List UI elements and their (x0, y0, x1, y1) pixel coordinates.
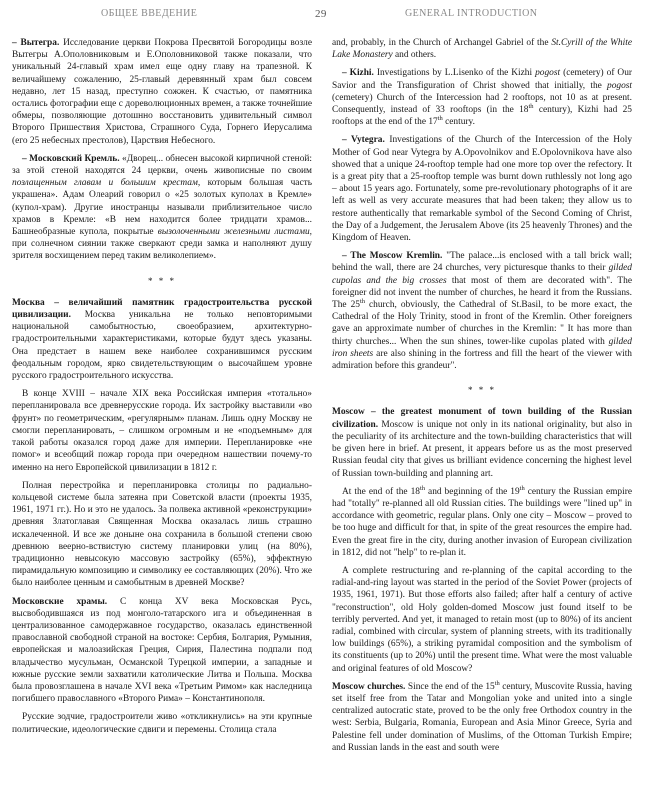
paragraph-moscow-monument-ru: Москва – величайший памятник градостроительства русской цивилизации. Москва уникальна не только неповторимыми национальной самобытностью, своеобразием, архитектурно-градостроительными характеристиками, которые будут здесь указаны. Она предстает в нашем веке наиболее сохранившимся русским феодальным городом, ярко свидетельствующим о высочайшем уровне русского градостроительного искусства. (12, 297, 312, 382)
paragraph-continuation-en: and, probably, in the Church of Archangel Gabriel of the St.Cyrill of the White Lake Monastery and others. (332, 38, 632, 61)
page-number: 29 (315, 8, 327, 20)
section-title: Moscow – the greatest monument of town building of the Russian civilization. (332, 407, 632, 430)
paragraph-replanning-en: At the end of the 18th and beginning of the 19th century the Russian empire had "totally" re-planned all old Russian cities. The buildings were "lined up" in accordance with geometric, regular plans. Only one city – Moscow – proved to be too huge and difficult for that, in spite of the great resources the empire had. Even the great fire in the city, during another invasion of European civilization in 1812, did not "help" to re-plan it. (332, 484, 632, 558)
section-title: – Вытегра. (12, 38, 60, 48)
paragraph-restructuring-en: A complete restructuring and re-planning of the capital according to the radial-and-ring layout was started in the period of the Soviet Power (projects of 1935, 1961, 1971). But those efforts also failed; after half a century of active "reconstruction", old Holy golden-domed Moscow just found itself to be terribly perverted. And yet, it managed to retain most (up to 80%) of its ancient radial, combined with circular, system of planning streets, with its traditionally low buildings (65%), a striking pyramidal composition and the symbolism of its constituents (up to 20%) until the present time. What were the most valuable and original features of old Moscow? (332, 565, 632, 674)
section-title: – The Moscow Kremlin. (342, 251, 443, 262)
paragraph-moscow-churches-ru: Московские храмы. С конца XV века Московская Русь, высвободившаяся из под монголо-татарского ига и объединенная в централизованное самодержавное государство, оказалась единственной православной свободной страной на востоке: Сербия, Болгария, Румыния, европейская и малоазийская Греция, Сирия, Палестина подпали под владычество мусульман, Османской Турецкой империи, а западные и южные русские земли захватили католические Литва и Польша. Москва была провозглашена в начале XVI века «Третьим Римом» как наследница погибшего православного «Второго Рима» – Константинополя. (12, 596, 312, 705)
paragraph-moscow-monument-en: Moscow – the greatest monument of town building of the Russian civilization. Moscow is unique not only in its national originality, but also in the peculiarity of its architecture and the town-building characteristics that will be given here in brief. At present, it appears before us as the most preserved Russian feudal city that gives us brilliant evidence concerning the highest level of Russian town-building and planning art. (332, 407, 633, 479)
section-title: – Vytegra. (342, 135, 385, 146)
section-divider: * * * (468, 385, 496, 396)
section-title: – Московский Кремль. (22, 153, 120, 164)
header-left-title: ОБЩЕЕ ВВЕДЕНИЕ (101, 8, 198, 19)
paragraph-replanning-ru: В конце XVIII – начале XIX века Российская империя «тотально» перепланировала все древнерусские города. Их застройку выставили «во фрунт» по геометрическим, «регулярным» планам. Лишь одну Москву не смогли перепланировать, – слишком огромным и не «подъемным» для такой работы оказался город даже для империи. Перепланировке «не помог» и всеобщий пожар города при очередном нашествии почему-то именно на него Европейской цивилизации в 1812 г. (12, 389, 312, 473)
section-title: Москва – величайший памятник градостроительства русской цивилизации. (12, 297, 312, 321)
paragraph-kremlin-ru: – Московский Кремль. «Дворец... обнесен высокой кирпичной стеной: за этой стеной находятся 24 церкви, очень живописные по своим позлащенным главам и большим крестам, которым большая часть украшена». Адам Олеарий говорил о «25 золотых куполах в Кремле» (купол-храм). Другие иностранцы называли приблизительное число храмов в Кремле: «В нем находится более тридцати храмов... Башнеобразные купола, покрытые вызолоченными железными листами, при солнечном сиянии также сверкают среди замка и наполняют душу зрителя восхищением перед таким великолепием». (12, 153, 313, 262)
running-header (0, 8, 646, 26)
section-title: – Kizhi. (342, 68, 374, 79)
english-column (332, 37, 632, 760)
header-right-title: GENERAL INTRODUCTION (405, 8, 538, 19)
paragraph-architects-ru: Русские зодчие, градостроители живо «откликнулись» на эти крупные политические, идеологические сдвиги и перемены. Столица стала (12, 712, 312, 735)
paragraph-kremlin-en: – The Moscow Kremlin. "The palace...is enclosed with a tall brick wall; behind the wall, there are 24 churches, very picturesque thanks to their gilded cupolas and the big crosses that most of them are decorated with". The foreigner did not invent the number of churches, he heard it from the Russians. The 25th church, obviously, the Cathedral of St.Basil, to be more exact, the Cathedral of the Holy Trinity, stood in front of the Kremlin. Other foreigners gave an approximate number of churches in the Kremlin: " It has more than thirty churches... When the sun shines, tower-like cupolas plated with gilded iron sheets are also shining in the fortress and fill the heart of the viewer with admiration before this grandeur". (332, 251, 633, 372)
section-title: Moscow churches. (332, 681, 406, 692)
paragraph-vytegra-ru: – Вытегра. Исследование церкви Покрова Пресвятой Богородицы возле Вытегры А.Ополовниковым и Е.Ополовниковой также показали, что уникальный 24-главый храм имел еще одну главу на трапезной. К величайшему сожалению, 25-главый деревянный храм был совсем недавно, лет 15 назад, преступно сожжен. К счастью, от памятника остались фотографии еще с дореволюционных времен, а также точнейшие обмеры, позволяющие дотошнно восстановить удивительный символ Второго Пришествия Христова, Страшного Суда, Горнего Иерусалима (его 25 небесных престолов), Царствия Небесного. (12, 38, 312, 146)
paragraph-restructuring-ru: Полная перестройка и перепланировка столицы по радиально-кольцевой системе была затеяна при Советской власти (проекты 1935, 1961, 1971 гг.). Но и это не удалось. За полвека активной «реконструкции» древняя Златоглавая Священная Москва оказалась лишь страшно искалеченной. И все же доныне она сохранила в большой степени свою древнюю веерно-вствистую систему планировки улиц (на 80%), традиционно невысокую массовую застройку (65%), эффектную пирамидальную композицию и символику ее составляющих (20%). Что же было наиболее ценным и самобытным в древней Москве? (12, 480, 312, 589)
paragraph-moscow-churches-en: Moscow churches. Since the end of the 15th century, Muscovite Russia, having set itself free from the Tatar and Mongolian yoke and united into a single centralized autocratic state, proved to be the only free Orthodox country in the west: Serbia, Bulgaria, Romania, European and Asia Minor Greece, Syria and Palestine fell under domination of Muslims, of the Ottoman Turkish Empire; and Russian lands in the east and south were (332, 679, 632, 753)
russian-column (12, 37, 312, 742)
section-title: Московские храмы. (12, 596, 108, 607)
paragraph-kizhi-en: – Kizhi. Investigations by L.Lisenko of the Kizhi pogost (cemetery) of Our Savior and the Transfiguration of Christ showed that initially, the pogost (cemetery) Church of the Intercession had 2 rooftops, not 10 as at present. Consequently, instead of 33 rooftops (in the 18th century), Kizhi had 25 rooftops at the end of the 17th century. (332, 68, 633, 128)
section-divider: * * * (148, 275, 176, 286)
paragraph-vytegra-en: – Vytegra. Investigations of the Church of the Intercession of the Holy Mother of God near Vytegra by A.Opovolnikov and E.Opolovnikova have also showed that a unique 24-rooftop temple had one more top over the refectory. It is a great pity that a 25-rooftop temple was burnt down ruthlessly not long ago – about 15 years ago. Fortunately, some pre-revolutionary photographs of it are left as well as very accurate measures that had been taken; they allow us to restore authentically that remarkable symbol of the Second Coming of Christ, the Day of a Judgement, the Jerusalem Above (its 25 heavenly Thrones) and the Kingdom of Heaven. (332, 135, 633, 244)
